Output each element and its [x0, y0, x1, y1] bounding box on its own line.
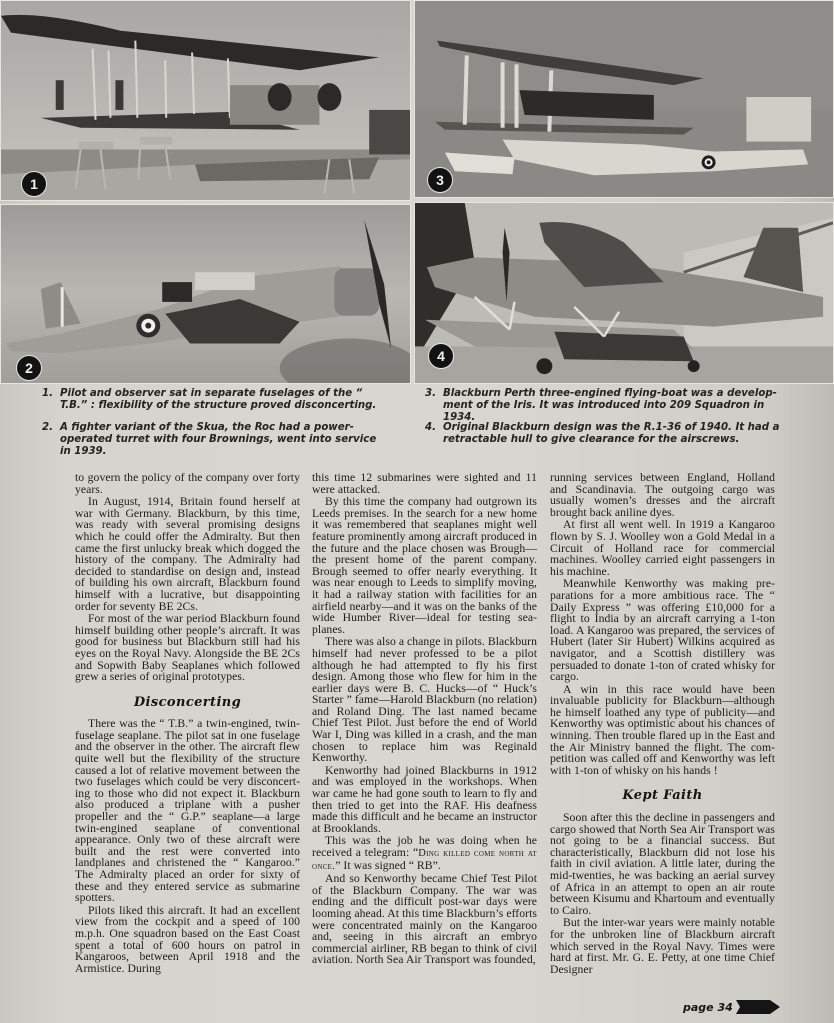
caption-4 [425, 422, 780, 446]
continued-on-page-link[interactable] [683, 999, 781, 1015]
article-column-1 [75, 472, 300, 975]
photo-captions [40, 388, 800, 458]
subheading-kept-faith: Kept Faith [622, 788, 703, 804]
photo-r136-flying-boat [414, 202, 834, 384]
photo-number-badge-4: 4 [428, 343, 454, 369]
caption-text: Pilot and observer sat in separate fuselages of the “ T.B.” : flexibility of the structure proved disconcerting. [60, 388, 377, 411]
paragraph: running services between England, Holland and Scandinavia. The outgoing cargo was usually women’s dresses and the aircraft brought back aniline dyes. [550, 471, 775, 519]
paragraph: Meanwhile Kenworthy was making preparations for a more ambitious race. The “ Daily Express ” was offering £10,000 for a flight to India by an aircraft carrying a 1-ton load. A Kangaroo was prepared, the services of Hubert (later Sir Hubert) Wilkins acquired as navigator, and a Scottish distillery was persuaded to donate 1-ton of crated whisky for cargo. [550, 577, 775, 684]
caption-1 [42, 388, 387, 412]
roc-fighter-image [1, 205, 410, 383]
caption-text: Blackburn Perth three-engined flying-boat was a development of the Iris. It was introduced into 209 Squadron in 1934. [443, 388, 777, 423]
paragraph: Pilots liked this aircraft. It had an excellent view from the cockpit and a speed of 100 m.p.h. One squadron based on the East Coast spent a total of 600 hours on patrol in Kangaroos, between April 1918 and the Armistice. During [75, 903, 300, 975]
tb-seaplane-image [1, 1, 410, 200]
photo-number-badge-3: 3 [427, 167, 453, 193]
paragraph: At first all went well. In 1919 a Kangaroo flown by S. J. Woolley won a Gold Medal in a Circuit of Holland race for commercial machines. Woolley carried eight passengers in his machine. [550, 518, 775, 578]
caption-text: Original Blackburn design was the R.1-36 of 1940. It had a retractable hull to give clearance for the airscrews. [443, 422, 780, 445]
article-column-3 [550, 472, 775, 976]
paragraph: There was the “ T.B.” a twin-engined, twin-fuselage seaplane. The pilot sat in one fuselage and the observer in the other. The aircraft flew quite well but the flexibility of the structure caused a lot of relative movement between the two fuselages which could be very disconcerting to those who did not expect it. Blackburn also produced a triplane with a pusher propeller and the “ G.P.” seaplane—a large twin-engined seaplane of conventional appearance. Only two of these aircraft were built and the rest were converted into landplanes and christened the “ Kangaroo.” The Admiralty placed an order for sixty of these and they entered service as submarine spotters. [75, 717, 300, 905]
telegram-text: Ding killed come north at once. [312, 848, 537, 872]
article-column-2 [312, 472, 537, 967]
caption-2 [42, 422, 387, 458]
paragraph: Soon after this the decline in passengers and cargo showed that North Sea Air Transport was not going to be a financial success. But characteristically, Blackburn did not lose his faith in civil aviation. A little later, during the mid-twenties, he was backing an aerial survey of Africa in an attempt to open an air route between Kisumu and Khartoum and eventually to Cairo. [550, 811, 775, 917]
photo-number-badge-1: 1 [21, 171, 47, 197]
photo-perth-flying-boat [414, 0, 834, 198]
photo-number-badge-2: 2 [16, 355, 42, 381]
caption-number: 2. [42, 422, 53, 433]
caption-3 [425, 388, 780, 424]
caption-number: 3. [425, 388, 436, 399]
telegram-signature: ” It was signed “ RB”. [335, 858, 441, 872]
paragraph: In August, 1914, Britain found herself at war with Germany. Blackburn, by this time, was ready with several promising designs which he could offer the Admiralty. But then came the first unlucky break which dogged the history of the company. The Admiralty had decided to standardise on design and, instead of building his own aircraft, Blackburn found himself with a lucrative, but disappointing order for seventy BE 2Cs. [75, 495, 300, 613]
r136-flying-boat-image [415, 203, 833, 383]
caption-number: 1. [42, 388, 53, 399]
paragraph: And so Kenworthy became Chief Test Pilot of the Blackburn Company. The war was ending and the difficult post-war days were looming ahead. At this time Blackburn’s efforts were concentrated mainly on the Kangaroo and, seeing in this aircraft an embryo commercial airliner, RB began to think of civil aviation. North Sea Air Transport was founded, [312, 872, 537, 967]
paragraph: Kenworthy had joined Blackburns in 1912 and was employed in the workshops. When war came he had gone south to learn to fly and then tried to get into the RAF. His deafness made this difficult and he became an instructor at Brooklands. [312, 763, 537, 835]
perth-flying-boat-image [415, 1, 833, 197]
caption-text: A fighter variant of the Skua, the Roc had a power-operated turret with four Brownings, went into service in 1939. [60, 422, 377, 457]
paragraph: to govern the policy of the company over forty years. [75, 471, 300, 496]
photo-tb-seaplane [0, 0, 411, 201]
right-arrow-icon [736, 999, 781, 1015]
telegram-intro: This was the job he was doing when he received a telegram: “ [312, 834, 537, 859]
photo-roc-fighter [0, 204, 411, 384]
paragraph: There was also a change in pilots. Blackburn himself had never professed to be a pilot although he had attempted to fly his first design. Among those who flew for him in the earlier days were B. C. Hucks—of “ Huck’s Starter ” fame—Harold Blackburn (no relation) and Roland Ding. The last named became Chief Test Pilot. Just before the end of World War I, Ding was killed in a crash, and the man chosen to replace him was Reginald Kenworthy. [312, 635, 537, 765]
paragraph-telegram [312, 835, 537, 872]
caption-number: 4. [425, 422, 436, 433]
paragraph: this time 12 submarines were sighted and 11 were attacked. [312, 471, 537, 496]
paragraph: For most of the war period Blackburn found himself building other people’s aircraft. It was good for business but Blackburn still had his eyes on the Royal Navy. Alongside the BE 2Cs and Sopwith Baby Seaplanes which followed grew a series of original prototypes. [75, 612, 300, 684]
paragraph: A win in this race would have been invaluable publicity for Blackburn—although he himself loathed any type of publicity—and Kenworthy was optimistic about his chances of winning. Then trouble flared up in the East and the Air Ministry banned the flight. The competition was called off and Kenworthy was left with 1-ton of whisky on his hands ! [550, 682, 775, 777]
paragraph: By this time the company had outgrown its Leeds premises. In the search for a new home it was remembered that seaplanes might well feature prominently among aircraft produced in the future and the place chosen was Brough—the present home of the parent company. Brough seemed to offer nearly everything. It was near enough to Leeds to simplify moving, it had a railway station with facilities for an airfield nearby—and it was on the banks of the wide Humber River—ideal for testing seaplanes. [312, 495, 537, 636]
paragraph: But the inter-war years were mainly notable for the unbroken line of Blackburn aircraft which served in the Royal Navy. Times were hard at first. Mr. G. E. Petty, at one time Chief Designer [550, 916, 775, 976]
continued-page-label: page 34 [683, 1000, 733, 1014]
subheading-disconcerting: Disconcerting [133, 694, 242, 710]
